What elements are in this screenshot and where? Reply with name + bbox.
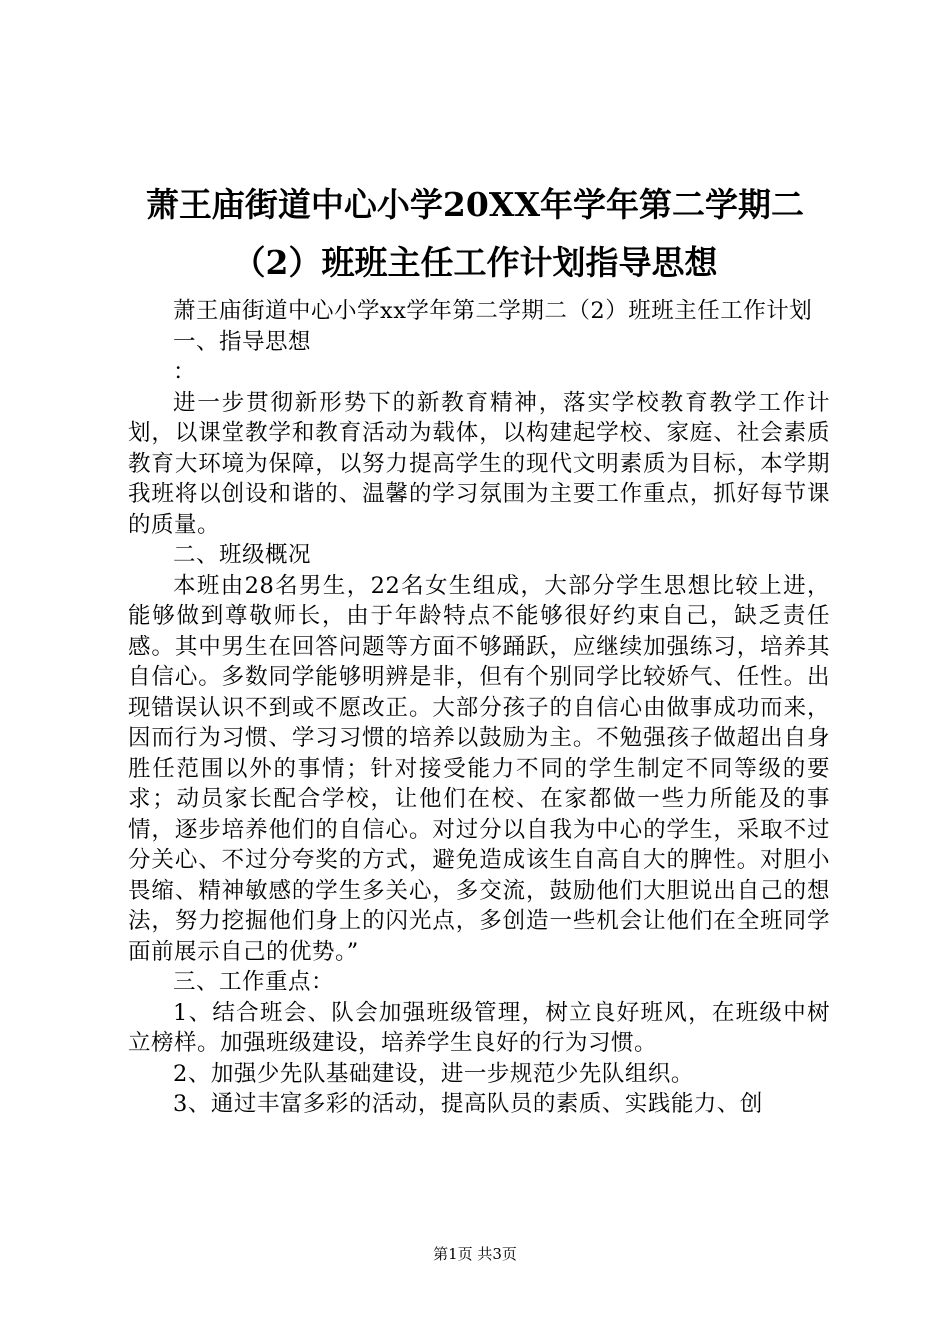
page-footer: 第1页 共3页 <box>433 1245 517 1263</box>
heading-work-focus: 三、工作重点： <box>173 969 335 995</box>
paragraph-subtitle: 萧王庙街道中心小学xx学年第二学期二（2）班班主任工作计划 <box>173 298 813 324</box>
paragraph-guiding-ideology: 进一步贯彻新形势下的新教育精神，落实学校教育教学工作计划，以课堂教学和教育活动为载体，以构建起学校、家庭、社会素质教育大环境为保障，以努力提高学生的现代文明素质为目标，本学期我班将以创设和谐的、温馨的学习氛围为主要工作重点，抓好每节课的质量。 <box>128 389 830 538</box>
paragraph-work-item-1: 1、结合班会、队会加强班级管理，树立良好班风，在班级中树立榜样。加强班级建设，培养学生良好的行为习惯。 <box>128 999 830 1056</box>
heading-class-overview: 二、班级概况 <box>173 542 312 568</box>
paragraph-work-item-3: 3、通过丰富多彩的活动，提高队员的素质、实践能力、创 <box>173 1091 763 1117</box>
document-body <box>128 296 830 1120</box>
document-title-line-1: 萧王庙街道中心小学20XX年学年第二学期二 <box>145 185 805 224</box>
paragraph-work-item-2: 2、加强少先队基础建设，进一步规范少先队组织。 <box>173 1060 694 1087</box>
heading-guiding-ideology: 一、指导思想 <box>173 328 312 355</box>
paragraph-class-overview: 本班由28名男生，22名女生组成，大部分学生思想比较上进，能够做到尊敬师长，由于年龄特点不能够很好约束自己，缺乏责任感。其中男生在回答问题等方面不够踊跃，应继续加强练习，培养其自信心。多数同学能够明辨是非，但有个别同学比较娇气、任性。出现错误认识不到或不愿改正。大部分孩子的自信心由做事成功而来，因而行为习惯、学习习惯的培养以鼓励为主。不勉强孩子做超出自身胜任范围以外的事情；针对接受能力不同的学生制定不同等级的要求；动员家长配合学校，让他们在校、在家都做一些力所能及的事情，逐步培养他们的自信心。对过分以自我为中心的学生，采取不过分关心、不过分夸奖的方式，避免造成该生自高自大的脾性。对胆小畏缩、精神敏感的学生多关心，多交流，鼓励他们大胆说出自己的想法，努力挖掘他们身上的闪光点，多创造一些机会让他们在全班同学面前展示自己的优势。” <box>128 572 830 965</box>
document-title-line-2: （2）班班主任工作计划指导思想 <box>232 243 718 282</box>
paragraph-colon: ： <box>173 359 197 385</box>
